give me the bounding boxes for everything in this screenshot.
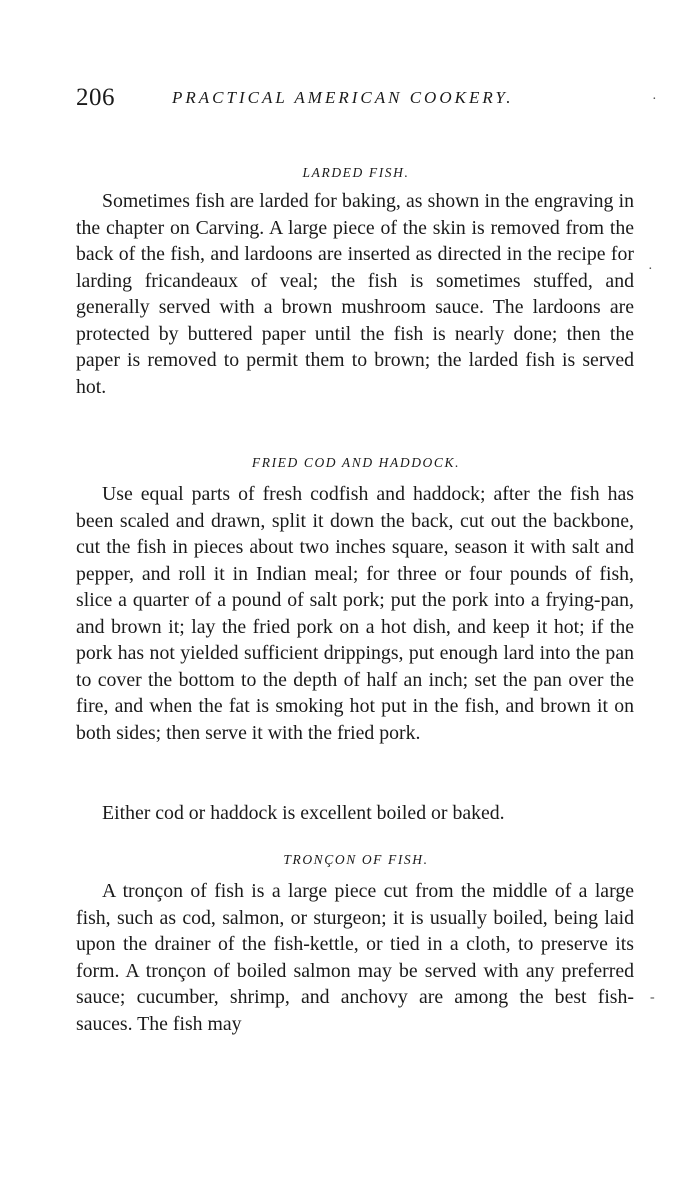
margin-mark: ·	[652, 92, 657, 107]
paragraph-fried-cod: Use equal parts of fresh codfish and haddock; after the fish has been scaled and drawn, split it down the back, cut out the backbone, cut the fish in pieces about two inches square, season it with salt and pepper, and roll it in Indian meal; for three or four pounds of fish, slice a quarter of a pound of salt pork; put the pork into a frying-pan, and brown it; lay the fried pork on a hot dish, and keep it hot; if the pork has not yielded sufficient drippings, put enough lard into the pan to cover the bottom to the depth of half an inch; set the pan over the fire, and when the fat is smoking hot put in the fish, and brown it on both sides; then serve it with the fried pork.	[76, 483, 634, 744]
paragraph-larded-fish: Sometimes fish are larded for baking, as shown in the engraving in the chapter on Carving. A large piece of the skin is removed from the back of the fish, and lardoons are inserted as directed in the recipe for larding fricandeaux of veal; the fish is sometimes stuffed, and generally served with a brown mushroom sauce. The lardoons are protected by buttered paper until the fish is nearly done; then the paper is removed to permit them to brown; the larded fish is served hot.	[76, 190, 634, 398]
section-title-troncon: TRONÇON OF FISH.	[283, 852, 429, 867]
margin-mark: ·	[648, 262, 653, 277]
section-title-larded-fish: LARDED FISH.	[302, 165, 410, 180]
section-title-fried-cod: FRIED COD AND HADDOCK.	[251, 455, 461, 470]
paragraph-cod-haddock-note: Either cod or haddock is excellent boiled or baked.	[102, 802, 505, 824]
running-head	[76, 84, 636, 114]
margin-mark: -	[650, 990, 655, 1005]
page-number: 206	[76, 84, 115, 111]
paragraph-troncon: A tronçon of fish is a large piece cut from the middle of a large fish, such as cod, salmon, or sturgeon; it is usually boiled, being laid upon the drainer of the fish-kettle, or tied in a cloth, to preserve its form. A tronçon of boiled salmon may be served with any preferred sauce; cucumber, shrimp, and anchovy are among the best fish-sauces. The fish may	[76, 880, 634, 1035]
running-title: PRACTICAL AMERICAN COOKERY.	[172, 88, 514, 107]
